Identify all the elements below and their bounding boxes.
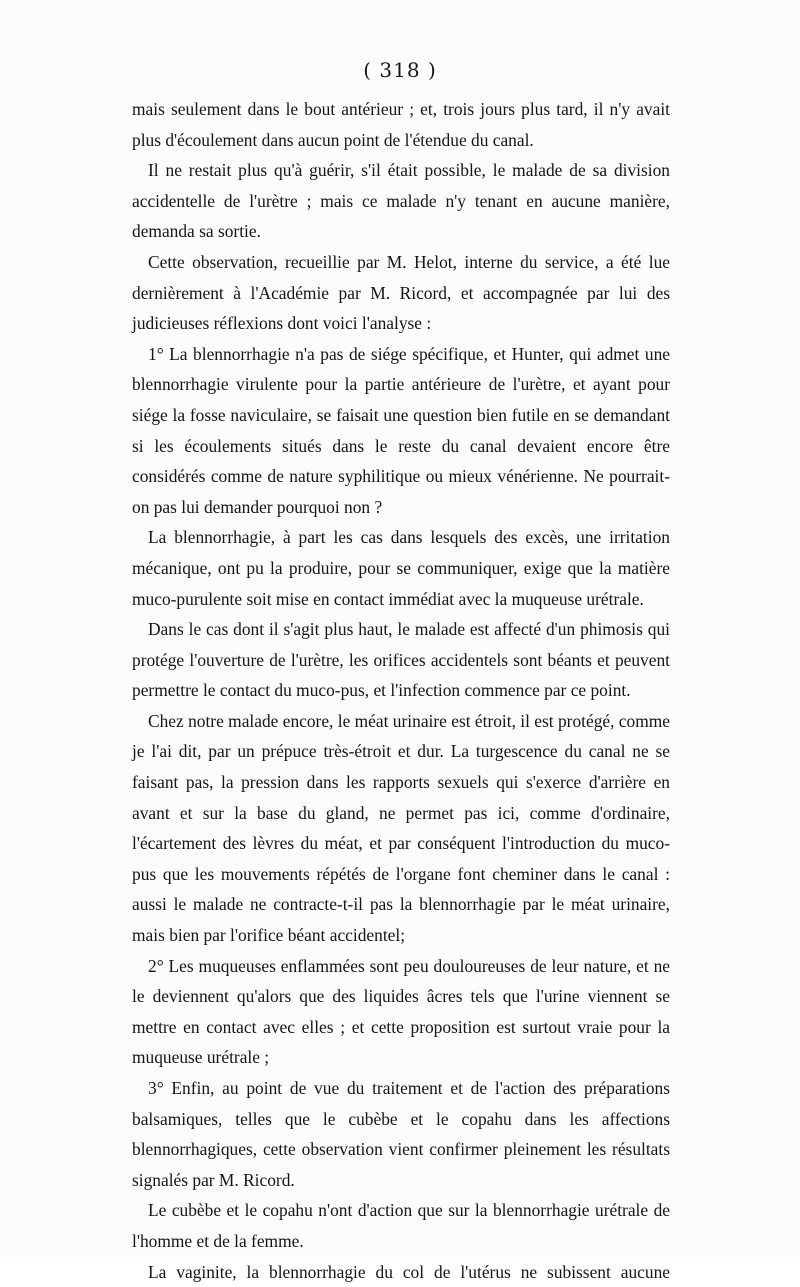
paragraph-5: La blennorrhagie, à part les cas dans lesquels des excès, une irritation mécanique, ont pu la produire, pour se communiquer, exige que la matière muco-purulente soit mise en contact immédiat avec la muqueuse urétrale. [132,527,670,609]
page-number: ( 318 ) [363,58,437,82]
paragraph-10: Le cubèbe et le copahu n'ont d'action que sur la blennorrhagie urétrale de l'homme et de la femme. [132,1200,670,1251]
paragraph-11: La vaginite, la blennorrhagie du col de l'utérus ne subissent aucune [148,1261,670,1282]
paragraph-9: 3° Enfin, au point de vue du traitement et de l'action des préparations balsamiques, telles que le cubèbe et le copahu dans les affections blennorrhagiques, cette observation vient confirmer pleinement les résultats signalés par M. Ricord. [132,1078,670,1190]
paragraph-3: Cette observation, recueillie par M. Helot, interne du service, a été lue dernièrement à l'Académie par M. Ricord, et accompagnée par lui des judicieuses réflexions dont voici l'analyse : [132,251,670,334]
paragraph-2: Il ne restait plus qu'à guérir, s'il était possible, le malade de sa division accidentelle de l'urètre ; mais ce malade n'y tenant en aucune manière, demanda sa sortie. [132,160,670,242]
paragraph-7: Chez notre malade encore, le méat urinaire est étroit, il est protégé, comme je l'ai dit, par un prépuce très-étroit et dur. La turgescence du canal ne se faisant pas, la pression dans les rapports sexuels qui s'exerce d'arrière en avant et sur la base du gland, ne permet pas ici, comme d'ordinaire, l'écartement des lèvres du méat, et par conséquent l'introduction du muco-pus que les mouvements répétés de l'organe font cheminer dans le canal : aussi le malade ne contracte-t-il pas la blennorrhagie par le méat urinaire, mais bien par l'orifice béant accidentel; [132,710,670,946]
paragraph-1: mais seulement dans le bout antérieur ; et, trois jours plus tard, il n'y avait plus d'écoulement dans aucun point de l'étendue du canal. [132,99,670,150]
paragraph-4: 1° La blennorrhagie n'a pas de siége spécifique, et Hunter, qui admet une blennorrhagie virulente pour la partie antérieure de l'urètre, et ayant pour siége la fosse naviculaire, se faisait une question bien futile en se demandant si les écoulements situés dans le reste du canal devaient encore être considérés comme de nature syphilitique ou mieux vénérienne. Ne pourrait-on pas lui demander pourquoi non ? [132,343,670,517]
body-text [132,94,670,1287]
paragraph-6: Dans le cas dont il s'agit plus haut, le malade est affecté d'un phimosis qui protége l'ouverture de l'urètre, les orifices accidentels sont béants et peuvent permettre le contact du muco-pus, et l'infection commence par ce point. [132,619,670,701]
paragraph-8: 2° Les muqueuses enflammées sont peu douloureuses de leur nature, et ne le deviennent qu'alors que des liquides âcres tels que l'urine viennent se mettre en contact avec elles ; et cette proposition est surtout vraie pour la muqueuse urétrale ; [132,955,670,1068]
